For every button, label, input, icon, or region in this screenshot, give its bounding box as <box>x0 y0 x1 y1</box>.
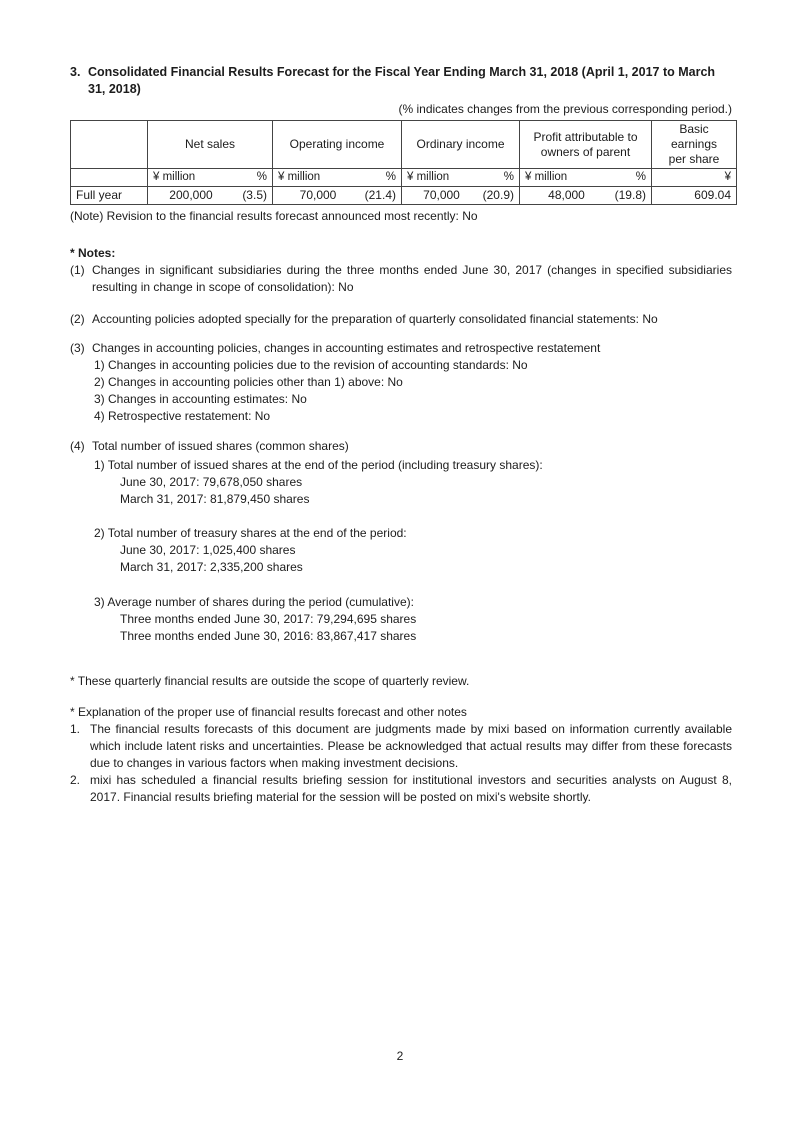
unit-cell-empty <box>71 169 148 187</box>
net-sales-percent: (3.5) <box>242 188 267 202</box>
section-heading <box>70 64 732 98</box>
section-heading-number: 3. <box>70 65 81 79</box>
note-3-text: Changes in accounting policies, changes in accounting estimates and retrospective restatement <box>92 341 601 355</box>
unit-cell-operating-income <box>273 169 402 187</box>
notes-title: * Notes: <box>70 246 116 260</box>
profit-value: 48,000 <box>548 188 585 202</box>
unit-percent: % <box>256 171 267 183</box>
unit-percent: % <box>385 171 396 183</box>
row-label-full-year: Full year <box>71 187 148 205</box>
note-3-subitem-4: 4) Retrospective restatement: No <box>94 409 271 423</box>
share-count-line: Three months ended June 30, 2017: 79,294,695 shares <box>120 612 417 626</box>
ordinary-income-value: 70,000 <box>423 188 460 202</box>
header-cell-ordinary-income: Ordinary income <box>402 121 520 169</box>
note-4-sub1-title: 1) Total number of issued shares at the end of the period (including treasury shares): <box>94 458 543 472</box>
unit-cell-eps: ¥ <box>652 169 737 187</box>
note-1-label: (1) <box>70 263 85 277</box>
forecast-table <box>70 120 737 205</box>
unit-million: ¥ million <box>278 171 321 183</box>
unit-cell-net-sales <box>148 169 273 187</box>
unit-percent: % <box>635 171 646 183</box>
note-2-text: Accounting policies adopted specially for the preparation of quarterly consolidated financial statements: No <box>92 312 658 326</box>
unit-million: ¥ million <box>153 171 196 183</box>
section-heading-text: Consolidated Financial Results Forecast for the Fiscal Year Ending March 31, 2018 (April 1, 2017 to March 31, 2018) <box>88 65 716 96</box>
explanation-item-1-number: 1. <box>70 722 81 736</box>
unit-cell-ordinary-income <box>402 169 520 187</box>
note-4-label: (4) <box>70 439 85 453</box>
note-3-label: (3) <box>70 341 85 355</box>
note-3-subitem-1: 1) Changes in accounting policies due to the revision of accounting standards: No <box>94 358 528 372</box>
share-count-line: June 30, 2017: 79,678,050 shares <box>120 475 303 489</box>
ordinary-income-percent: (20.9) <box>482 188 514 202</box>
share-count-line: June 30, 2017: 1,025,400 shares <box>120 543 296 557</box>
note-item-2 <box>70 311 732 328</box>
table-revision-note: (Note) Revision to the financial results forecast announced most recently: No <box>70 209 478 223</box>
unit-cell-profit <box>520 169 652 187</box>
note-4-sublist-1 <box>94 457 732 508</box>
table-data-row-full-year <box>71 187 737 205</box>
header-cell-profit: Profit attributable to owners of parent <box>520 121 652 169</box>
explanation-item-1-text: The financial results forecasts of this document are judgments made by mixi based on information currently available which include latent risks and uncertainties. Please be acknowledged that actual results may differ from these forecasts due to changes in various factors when making investment decisions. <box>90 722 732 770</box>
explanation-item-1 <box>70 721 732 772</box>
unit-million: ¥ million <box>407 171 450 183</box>
operating-income-percent: (21.4) <box>364 188 396 202</box>
header-cell-empty <box>71 121 148 169</box>
table-header-row <box>71 121 737 169</box>
header-cell-eps <box>652 121 737 169</box>
value-cell-net-sales <box>148 187 273 205</box>
unit-million: ¥ million <box>525 171 568 183</box>
value-cell-ordinary-income <box>402 187 520 205</box>
note-item-1 <box>70 262 732 296</box>
page-number: 2 <box>396 1049 404 1063</box>
table-units-row <box>71 169 737 187</box>
note-4-sublist-2 <box>94 525 732 576</box>
period-change-note: (% indicates changes from the previous corresponding period.) <box>398 102 732 116</box>
net-sales-value: 200,000 <box>169 188 213 202</box>
note-4-sub3-title: 3) Average number of shares during the period (cumulative): <box>94 595 414 609</box>
share-count-line: March 31, 2017: 81,879,450 shares <box>120 492 310 506</box>
note-2-label: (2) <box>70 312 85 326</box>
value-cell-operating-income <box>273 187 402 205</box>
note-4-sub2-title: 2) Total number of treasury shares at the end of the period: <box>94 526 407 540</box>
review-scope-note: * These quarterly financial results are outside the scope of quarterly review. <box>70 674 470 688</box>
header-cell-operating-income: Operating income <box>273 121 402 169</box>
note-4-text: Total number of issued shares (common shares) <box>92 439 349 453</box>
share-count-line: March 31, 2017: 2,335,200 shares <box>120 560 303 574</box>
note-3-subitem-3: 3) Changes in accounting estimates: No <box>94 392 307 406</box>
operating-income-value: 70,000 <box>299 188 337 202</box>
note-item-4 <box>70 438 732 455</box>
value-cell-profit <box>520 187 652 205</box>
explanation-title: * Explanation of the proper use of financial results forecast and other notes <box>70 705 467 719</box>
profit-percent: (19.8) <box>614 188 646 202</box>
eps-value: 609.04 <box>652 187 737 205</box>
explanation-item-2 <box>70 772 732 806</box>
header-cell-eps-text: Basic earnings per share <box>668 122 720 166</box>
note-4-sublist-3 <box>94 594 732 645</box>
explanation-item-2-number: 2. <box>70 773 81 787</box>
note-1-text: Changes in significant subsidiaries during the three months ended June 30, 2017 (changes in specified subsidiaries resulting in change in scope of consolidation): No <box>92 263 732 294</box>
explanation-item-2-text: mixi has scheduled a financial results briefing session for institutional investors and securities analysts on August 8, 2017. Financial results briefing material for the session will be posted on mixi's website shortly. <box>90 773 732 804</box>
note-item-3 <box>70 340 732 357</box>
note-3-sublist <box>94 357 732 425</box>
document-content <box>70 64 732 806</box>
unit-percent: % <box>503 171 514 183</box>
header-cell-net-sales: Net sales <box>148 121 273 169</box>
note-3-subitem-2: 2) Changes in accounting policies other than 1) above: No <box>94 375 403 389</box>
share-count-line: Three months ended June 30, 2016: 83,867,417 shares <box>120 629 417 643</box>
